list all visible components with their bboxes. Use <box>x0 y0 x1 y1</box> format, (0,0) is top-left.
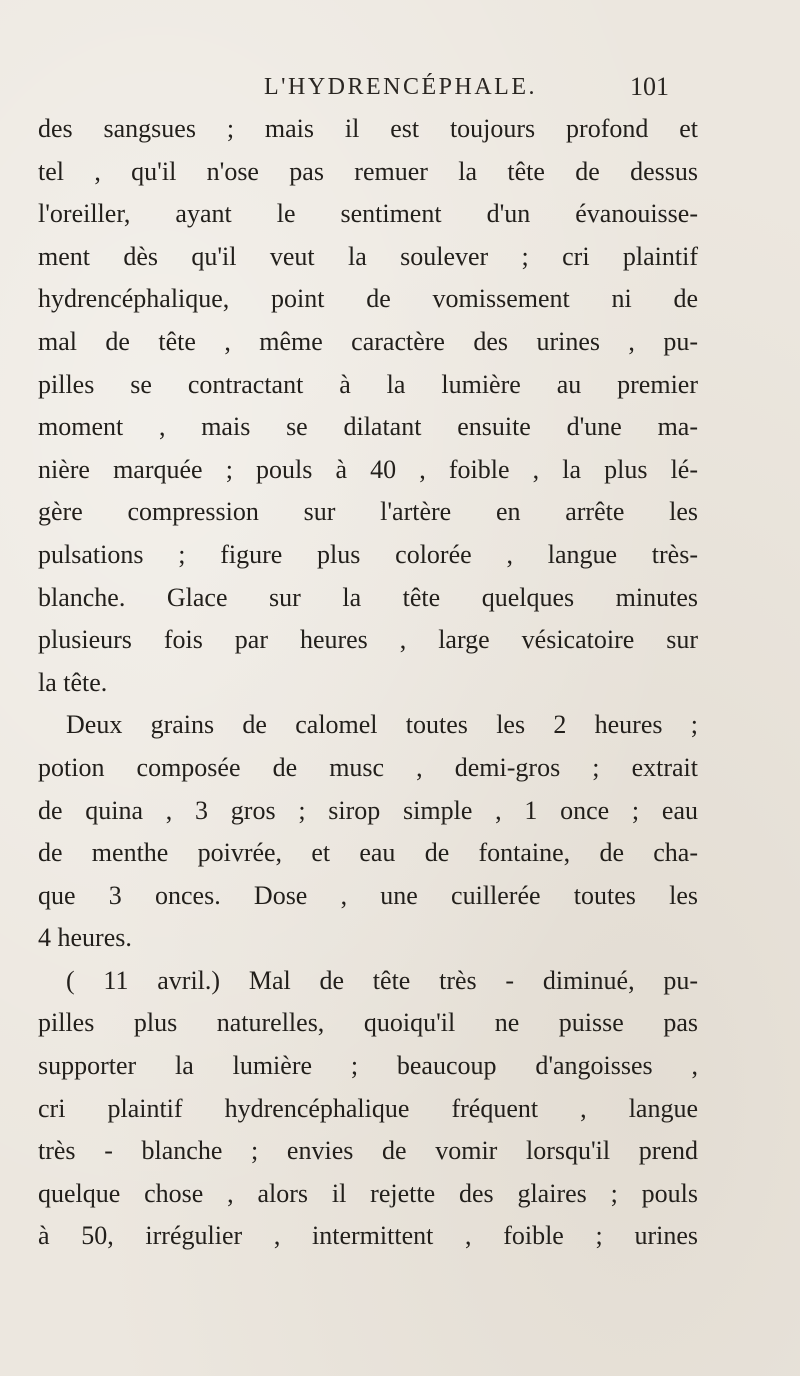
running-head: L'HYDRENCÉPHALE. <box>264 74 537 100</box>
text-line: potion composée de musc , demi-gros ; extrait <box>38 752 698 782</box>
text-line: quelque chose , alors il rejette des glaires ; pouls <box>38 1178 698 1208</box>
text-line: l'oreiller, ayant le sentiment d'un évanouisse- <box>38 199 698 229</box>
text-line: moment , mais se dilatant ensuite d'une ma- <box>38 412 698 442</box>
text-line: nière marquée ; pouls à 40 , foible , la plus lé- <box>38 454 698 484</box>
text-line: plusieurs fois par heures , large vésicatoire sur <box>38 625 698 655</box>
text-line: pilles se contractant à la lumière au premier <box>38 369 698 399</box>
text-line: que 3 onces. Dose , une cuillerée toutes les <box>38 880 698 910</box>
text-line: la tête. <box>38 667 108 697</box>
text-line: de menthe poivrée, et eau de fontaine, de cha- <box>38 838 698 868</box>
page-number: 101 <box>630 72 669 101</box>
text-line: pulsations ; figure plus colorée , langue très- <box>38 539 698 569</box>
text-line: tel , qu'il n'ose pas remuer la tête de dessus <box>38 156 698 186</box>
body-text <box>38 108 698 1258</box>
text-line: 4 heures. <box>38 923 132 953</box>
text-line: Deux grains de calomel toutes les 2 heures ; <box>66 710 698 740</box>
text-line: blanche. Glace sur la tête quelques minutes <box>38 582 698 612</box>
text-line: cri plaintif hydrencéphalique fréquent , langue <box>38 1093 698 1123</box>
text-line: à 50, irrégulier , intermittent , foible ; urines <box>38 1221 698 1251</box>
text-line: hydrencéphalique, point de vomissement ni de <box>38 284 698 314</box>
text-line: ment dès qu'il veut la soulever ; cri plaintif <box>38 241 698 271</box>
text-line: gère compression sur l'artère en arrête les <box>38 497 698 527</box>
text-line: pilles plus naturelles, quoiqu'il ne puisse pas <box>38 1008 698 1038</box>
text-line: mal de tête , même caractère des urines , pu- <box>38 326 698 356</box>
text-line: supporter la lumière ; beaucoup d'angoisses , <box>38 1051 698 1081</box>
text-line: très - blanche ; envies de vomir lorsqu'il prend <box>38 1136 698 1166</box>
text-line: de quina , 3 gros ; sirop simple , 1 once ; eau <box>38 795 698 825</box>
text-line: ( 11 avril.) Mal de tête très - diminué, pu- <box>66 965 698 995</box>
text-line: des sangsues ; mais il est toujours profond et <box>38 114 698 143</box>
